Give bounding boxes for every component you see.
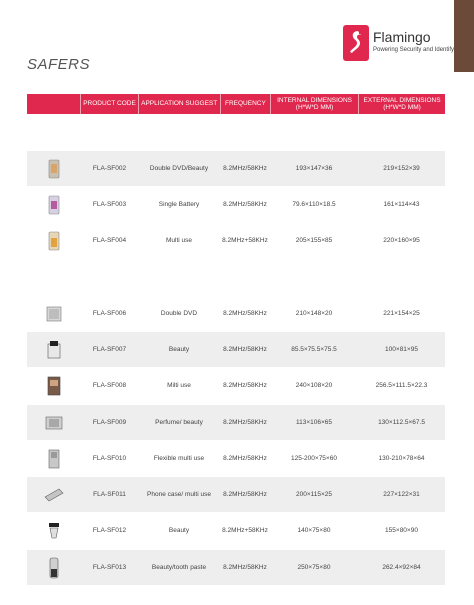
external-dimensions: 155×80×90 (385, 527, 418, 534)
application: Flexible multi use (153, 455, 205, 462)
header-application: APPLICATION SUGGEST (138, 94, 220, 114)
safer-flexible-icon (47, 449, 61, 469)
safer-multi-icon (48, 231, 60, 251)
table-row (27, 405, 445, 440)
product-code: FLA-SF006 (92, 310, 127, 317)
frequency: 8.2MHz/58KHz (223, 165, 267, 172)
frequency: 8.2MHz/58KHz (223, 201, 267, 208)
table-row (27, 368, 445, 403)
safer-dvd-icon (46, 305, 62, 323)
table-row (27, 187, 445, 222)
external-dimensions: 161×114×43 (383, 201, 420, 208)
internal-dimensions: 200×115×25 (295, 491, 333, 498)
table-row (27, 151, 445, 186)
external-dimensions: 219×152×39 (383, 165, 420, 172)
header-frequency: FREQUENCY (220, 94, 270, 114)
brand-logo (343, 25, 453, 65)
safer-cup-icon (47, 522, 61, 540)
product-code: FLA-SF003 (92, 201, 127, 208)
internal-dimensions: 140×75×80 (297, 527, 331, 534)
table-row (27, 441, 445, 476)
safer-tube-icon (48, 557, 60, 579)
table-row (27, 296, 445, 331)
internal-dimensions: 125-200×75×60 (291, 455, 337, 462)
flamingo-logo-icon (343, 25, 369, 61)
internal-dimensions: 240×108×20 (295, 382, 333, 389)
external-dimensions: 262.4×92×84 (382, 564, 421, 571)
frequency: 8.2MHz/58KHz (223, 419, 267, 426)
header-internal-dimensions: INTERNAL DIMENSIONS (H*W*D MM) (270, 94, 358, 114)
application: Multi use (165, 237, 192, 244)
product-image-cell (27, 296, 81, 331)
product-code: FLA-SF012 (92, 527, 127, 534)
product-image-cell (27, 441, 81, 476)
frequency: 8.2MHz/58KHz (223, 346, 267, 353)
frequency: 8.2MHz/58KHz (223, 310, 267, 317)
internal-dimensions: 79.6×110×18.5 (292, 201, 336, 208)
external-dimensions: 220×160×95 (383, 237, 420, 244)
product-code: FLA-SF007 (92, 346, 127, 353)
product-image-cell (27, 223, 81, 258)
internal-dimensions: 193×147×36 (295, 165, 333, 172)
external-dimensions: 256.5×111.5×22.3 (375, 382, 428, 389)
product-code: FLA-SF010 (92, 455, 127, 462)
internal-dimensions: 85.5×75.5×75.5 (291, 346, 337, 353)
product-image-cell (27, 477, 81, 512)
product-image-cell (27, 550, 81, 585)
table-row (27, 477, 445, 512)
product-image-cell (27, 405, 81, 440)
application: Milti use (167, 382, 191, 389)
product-code: FLA-SF011 (93, 491, 126, 498)
internal-dimensions: 113×106×65 (295, 419, 333, 426)
frequency: 8.2MHz/58KHz (223, 382, 267, 389)
application: Phone case/ multi use (147, 491, 211, 498)
external-dimensions: 130×112.5×67.5 (378, 419, 425, 426)
application: Beauty (168, 346, 190, 353)
safer-beauty-icon (46, 340, 62, 360)
application: Beauty/tooth paste (151, 564, 207, 571)
external-dimensions: 221×154×25 (383, 310, 420, 317)
safer-battery-icon (48, 195, 60, 215)
internal-dimensions: 205×155×85 (295, 237, 333, 244)
product-code: FLA-SF002 (92, 165, 127, 172)
page-title: SAFERS (27, 56, 91, 73)
external-dimensions: 130-210×78×64 (378, 455, 425, 462)
product-code: FLA-SF008 (92, 382, 127, 389)
table-header (27, 94, 445, 114)
frequency: 8.2MHz/58KHz (223, 564, 267, 571)
product-code: FLA-SF004 (92, 237, 127, 244)
table-row (27, 550, 445, 585)
product-image-cell (27, 187, 81, 222)
product-image-cell (27, 513, 81, 548)
application: Beauty (168, 527, 190, 534)
safer-mitli-icon (47, 376, 61, 396)
brand-name: Flamingo (373, 29, 431, 45)
product-image-cell (27, 151, 81, 186)
internal-dimensions: 250×75×80 (297, 564, 331, 571)
brand-tagline: Powering Security and Identify (373, 47, 455, 53)
product-code: FLA-SF013 (92, 564, 127, 571)
internal-dimensions: 210×148×20 (295, 310, 333, 317)
application: Double DVD (160, 310, 198, 317)
product-code: FLA-SF009 (92, 419, 127, 426)
safer-phonecase-icon (43, 487, 65, 503)
table-row (27, 223, 445, 258)
product-image-cell (27, 368, 81, 403)
safer-perfume-icon (45, 415, 63, 431)
safer-box-icon (48, 159, 60, 179)
table-row (27, 332, 445, 367)
product-image-cell (27, 332, 81, 367)
header-external-dimensions: EXTERNAL DIMENSIONS (H*W*D MM) (358, 94, 445, 114)
external-dimensions: 100×81×95 (385, 346, 418, 353)
application: Double DVD/Beauty (149, 165, 209, 172)
corner-tab (454, 0, 474, 72)
application: Single Battery (158, 201, 200, 208)
frequency: 8.2MHz/58KHz (223, 491, 267, 498)
frequency: 8.2MHz+58KHz (222, 527, 268, 534)
frequency: 8.2MHz/58KHz (223, 455, 267, 462)
header-product-code: PRODUCT CODE (80, 94, 137, 114)
external-dimensions: 227×122×31 (383, 491, 420, 498)
frequency: 8.2MHz+58KHz (222, 237, 268, 244)
table-row (27, 513, 445, 548)
application: Perfume/ beauty (155, 419, 203, 426)
header-image (27, 94, 80, 114)
